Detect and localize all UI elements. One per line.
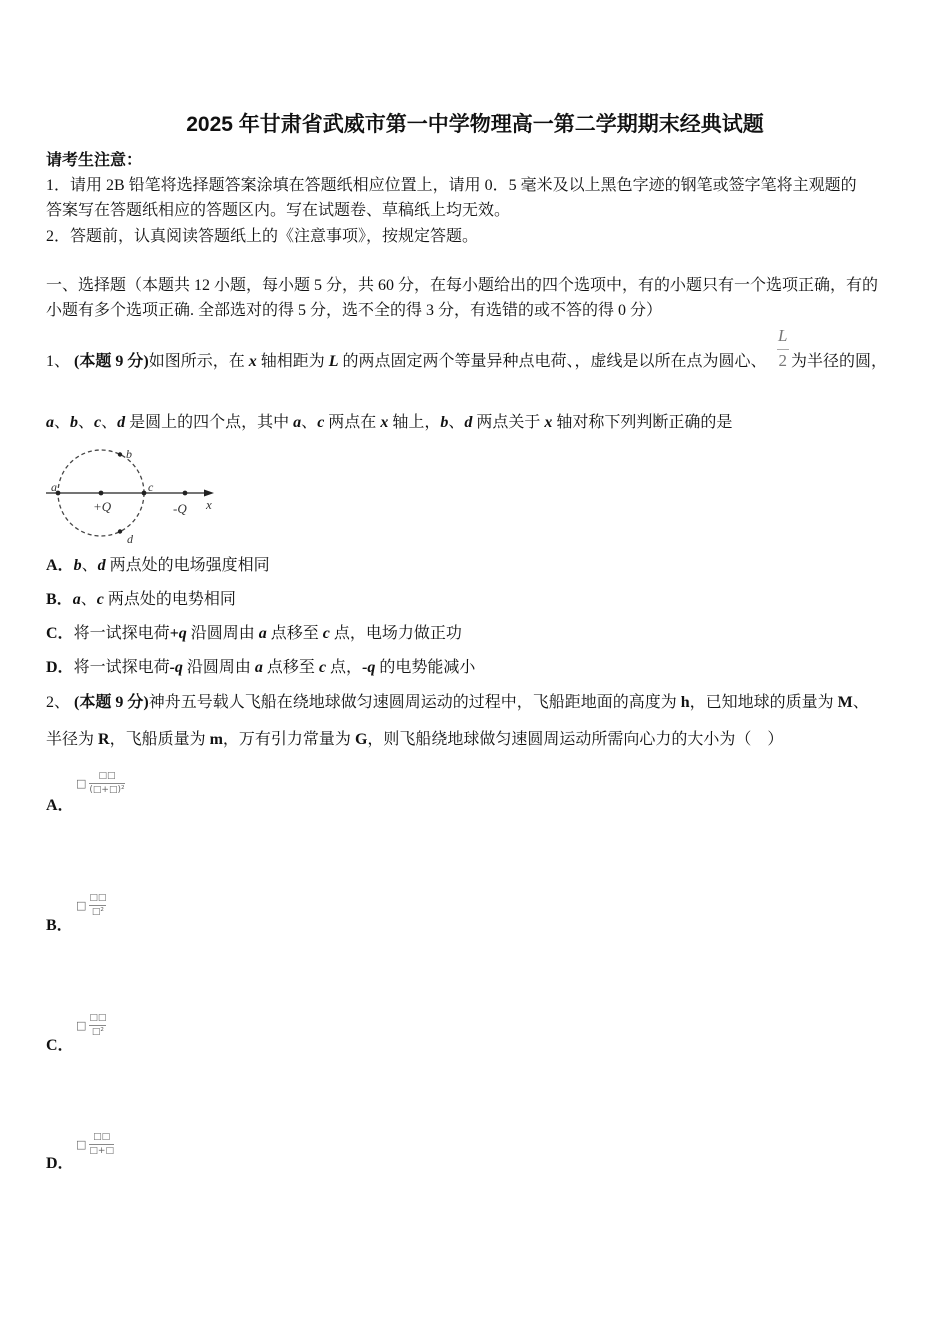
formula-numerator: □□ — [89, 1013, 107, 1023]
point-b-dot — [118, 452, 122, 456]
notice-item-1-line-1 — [46, 176, 857, 196]
question-1-stem-line-2 — [46, 413, 732, 433]
q1-option-c — [46, 624, 462, 644]
formula-denominator: □+□ — [89, 1146, 114, 1156]
variable-c: c — [317, 414, 325, 431]
option-text: 点，电场力做正功 — [329, 625, 462, 642]
stem-text: 、 — [448, 414, 465, 431]
point-d-dot — [118, 529, 122, 533]
section-text: 一、选择题（本题共 12 小题，每小题 5 分，共 60 分，在每小题给出的四个选项中，有的小题只有一个选项正确，有的 — [46, 277, 879, 294]
stem-text: 两点在 — [324, 414, 381, 431]
question-2-number: 2、 — [46, 694, 75, 711]
variable-b: b — [70, 414, 79, 431]
question-1-stem-line-1 — [46, 326, 888, 371]
question-2-stem-line-2 — [46, 730, 783, 750]
variable-minus-q: -q — [169, 659, 183, 676]
q2-option-d-label: D． — [46, 1155, 74, 1172]
label-minus-q: -Q — [173, 501, 187, 516]
q2-option-a-label: A． — [46, 797, 74, 814]
notice-item-1-line-2 — [46, 201, 510, 221]
question-1-number: 1、 — [46, 353, 75, 370]
variable-G: G — [354, 731, 368, 748]
variable-M: M — [837, 694, 853, 711]
variable-plus-q: +q — [169, 625, 187, 642]
variable-x: x — [544, 414, 553, 431]
section-text: 小题有多个选项正确. 全部选对的得 5 分，选不全的得 3 分，有选错的或不答的得 0 分） — [46, 302, 663, 319]
option-label: B． — [46, 591, 73, 608]
fraction-bar — [89, 1025, 106, 1026]
formula-fraction — [89, 1013, 106, 1038]
charge-diagram — [40, 440, 220, 552]
stem-text: 两点关于 — [472, 414, 545, 431]
radius-fraction — [778, 326, 788, 371]
option-label: A． — [46, 557, 74, 574]
stem-text: 为半径的圆， — [791, 353, 888, 370]
variable-a: a — [258, 625, 267, 642]
formula-denominator: (□+□)² — [89, 785, 125, 795]
q1-option-d — [46, 658, 475, 678]
q2-option-c-label: C． — [46, 1037, 74, 1054]
variable-L: L — [328, 353, 339, 370]
option-text: 点， — [326, 659, 363, 676]
stem-text: 神舟五号载人飞船在绕地球做匀速圆周运动的过程中，飞船距地面的高度为 — [148, 694, 681, 711]
fraction-bar — [777, 349, 790, 350]
variable-c: c — [94, 414, 102, 431]
label-b: b — [126, 447, 132, 461]
stem-text: ，已知地球的质量为 — [689, 694, 838, 711]
positive-charge-dot — [99, 491, 104, 496]
variable-minus-q: -q — [362, 659, 376, 676]
formula-denominator: □² — [91, 907, 104, 917]
variable-c: c — [322, 625, 330, 642]
fraction-bar — [89, 905, 106, 906]
question-2-stem-line-1 — [46, 693, 869, 713]
q2-option-d-formula — [76, 1132, 114, 1157]
variable-x: x — [248, 353, 257, 370]
variable-R: R — [98, 731, 110, 748]
formula-fraction — [89, 893, 106, 918]
fraction-numerator: L — [778, 326, 788, 345]
variable-d: d — [117, 414, 126, 431]
option-text: 两点处的电场强度相同 — [105, 557, 270, 574]
notice-item-2 — [46, 227, 478, 247]
notice-text: 答案写在答题纸相应的答题区内。写在试题卷、草稿纸上均无效。 — [46, 202, 511, 219]
option-text: 沿圆周由 — [182, 659, 255, 676]
variable-a: a — [254, 659, 263, 676]
option-label: C． — [46, 625, 74, 642]
exam-title: 2025 年甘肃省武威市第一中学物理高一第二学期期末经典试题 — [186, 113, 764, 136]
stem-text: 、 — [852, 694, 869, 711]
fraction-bar — [89, 783, 124, 784]
variable-m: m — [209, 731, 223, 748]
variable-x: x — [380, 414, 389, 431]
q2-option-b-label: B． — [46, 917, 73, 934]
option-text: 、 — [80, 591, 97, 608]
option-text: 、 — [81, 557, 98, 574]
formula-prefix: □ — [76, 1019, 87, 1032]
q1-option-a — [46, 556, 270, 576]
formula-fraction — [89, 1132, 114, 1157]
stem-text: 轴相距为 — [256, 353, 329, 370]
formula-prefix: □ — [76, 1138, 87, 1151]
section-1-instructions-line-1 — [46, 276, 878, 296]
label-plus-q: +Q — [93, 499, 112, 514]
point-c-dot — [142, 491, 147, 496]
variable-h: h — [680, 694, 690, 711]
negative-charge-dot — [183, 491, 188, 496]
variable-a: a — [293, 414, 302, 431]
section-1-instructions-line-2 — [46, 301, 662, 321]
stem-text: 轴对称下列判断正确的是 — [552, 414, 733, 431]
stem-text: 、 — [78, 414, 95, 431]
variable-a: a — [72, 591, 81, 608]
formula-numerator: □□ — [93, 1132, 111, 1142]
variable-d: d — [464, 414, 473, 431]
variable-b: b — [440, 414, 449, 431]
stem-text: ，万有引力常量为 — [222, 731, 355, 748]
option-text: 点移至 — [266, 625, 323, 642]
fraction-denominator: 2 — [778, 351, 788, 370]
option-text: 将一试探电荷 — [73, 659, 170, 676]
option-label: D． — [46, 659, 74, 676]
formula-prefix: □ — [76, 777, 87, 790]
variable-c: c — [96, 591, 104, 608]
q2-option-c-formula — [76, 1013, 106, 1038]
option-text: 点移至 — [262, 659, 319, 676]
stem-text: 、 — [54, 414, 71, 431]
q1-option-b — [46, 590, 236, 610]
variable-d: d — [97, 557, 106, 574]
stem-text: 如图所示，在 — [148, 353, 249, 370]
label-c: c — [148, 480, 154, 494]
notice-heading-text: 请考生注意： — [46, 152, 143, 169]
stem-text: 轴上， — [388, 414, 441, 431]
stem-text: 、 — [301, 414, 318, 431]
option-text: 的电势能减小 — [375, 659, 476, 676]
variable-c: c — [318, 659, 327, 676]
question-1-score: (本题 9 分) — [74, 353, 149, 370]
label-a: a — [51, 480, 57, 494]
label-d: d — [127, 532, 133, 546]
option-text: 沿圆周由 — [186, 625, 259, 642]
option-text: 将一试探电荷 — [73, 625, 170, 642]
notice-heading — [46, 151, 142, 171]
stem-text: 的两点固定两个等量异种点电荷、，虚线是以所在点为圆心、 — [338, 353, 767, 370]
notice-text: 2．答题前，认真阅读答题纸上的《注意事项》，按规定答题。 — [46, 228, 479, 245]
stem-text: 是圆上的四个点，其中 — [125, 414, 294, 431]
stem-text: 半径为 — [46, 731, 99, 748]
formula-denominator: □² — [91, 1027, 104, 1037]
notice-text: 1．请用 2B 铅笔将选择题答案涂填在答题纸相应位置上，请用 0．5 毫米及以上黑色字迹的钢笔或签字笔将主观题的 — [46, 177, 857, 194]
x-axis-arrow — [204, 490, 214, 497]
option-text: 两点处的电势相同 — [103, 591, 236, 608]
formula-numerator: □□ — [89, 893, 107, 903]
q2-option-a-formula — [76, 771, 125, 796]
stem-text: 、 — [101, 414, 118, 431]
q2-option-b-formula — [76, 893, 106, 918]
variable-b: b — [73, 557, 82, 574]
label-x-axis: x — [206, 497, 212, 512]
formula-fraction — [89, 771, 124, 796]
formula-prefix: □ — [76, 899, 87, 912]
fraction-bar — [89, 1144, 114, 1145]
stem-text: ，则飞船绕地球做匀速圆周运动所需向心力的大小为（ ） — [367, 731, 784, 748]
question-2-score: (本题 9 分) — [74, 694, 149, 711]
variable-a: a — [46, 414, 54, 431]
formula-numerator: □□ — [98, 771, 116, 781]
stem-text: ，飞船质量为 — [109, 731, 210, 748]
